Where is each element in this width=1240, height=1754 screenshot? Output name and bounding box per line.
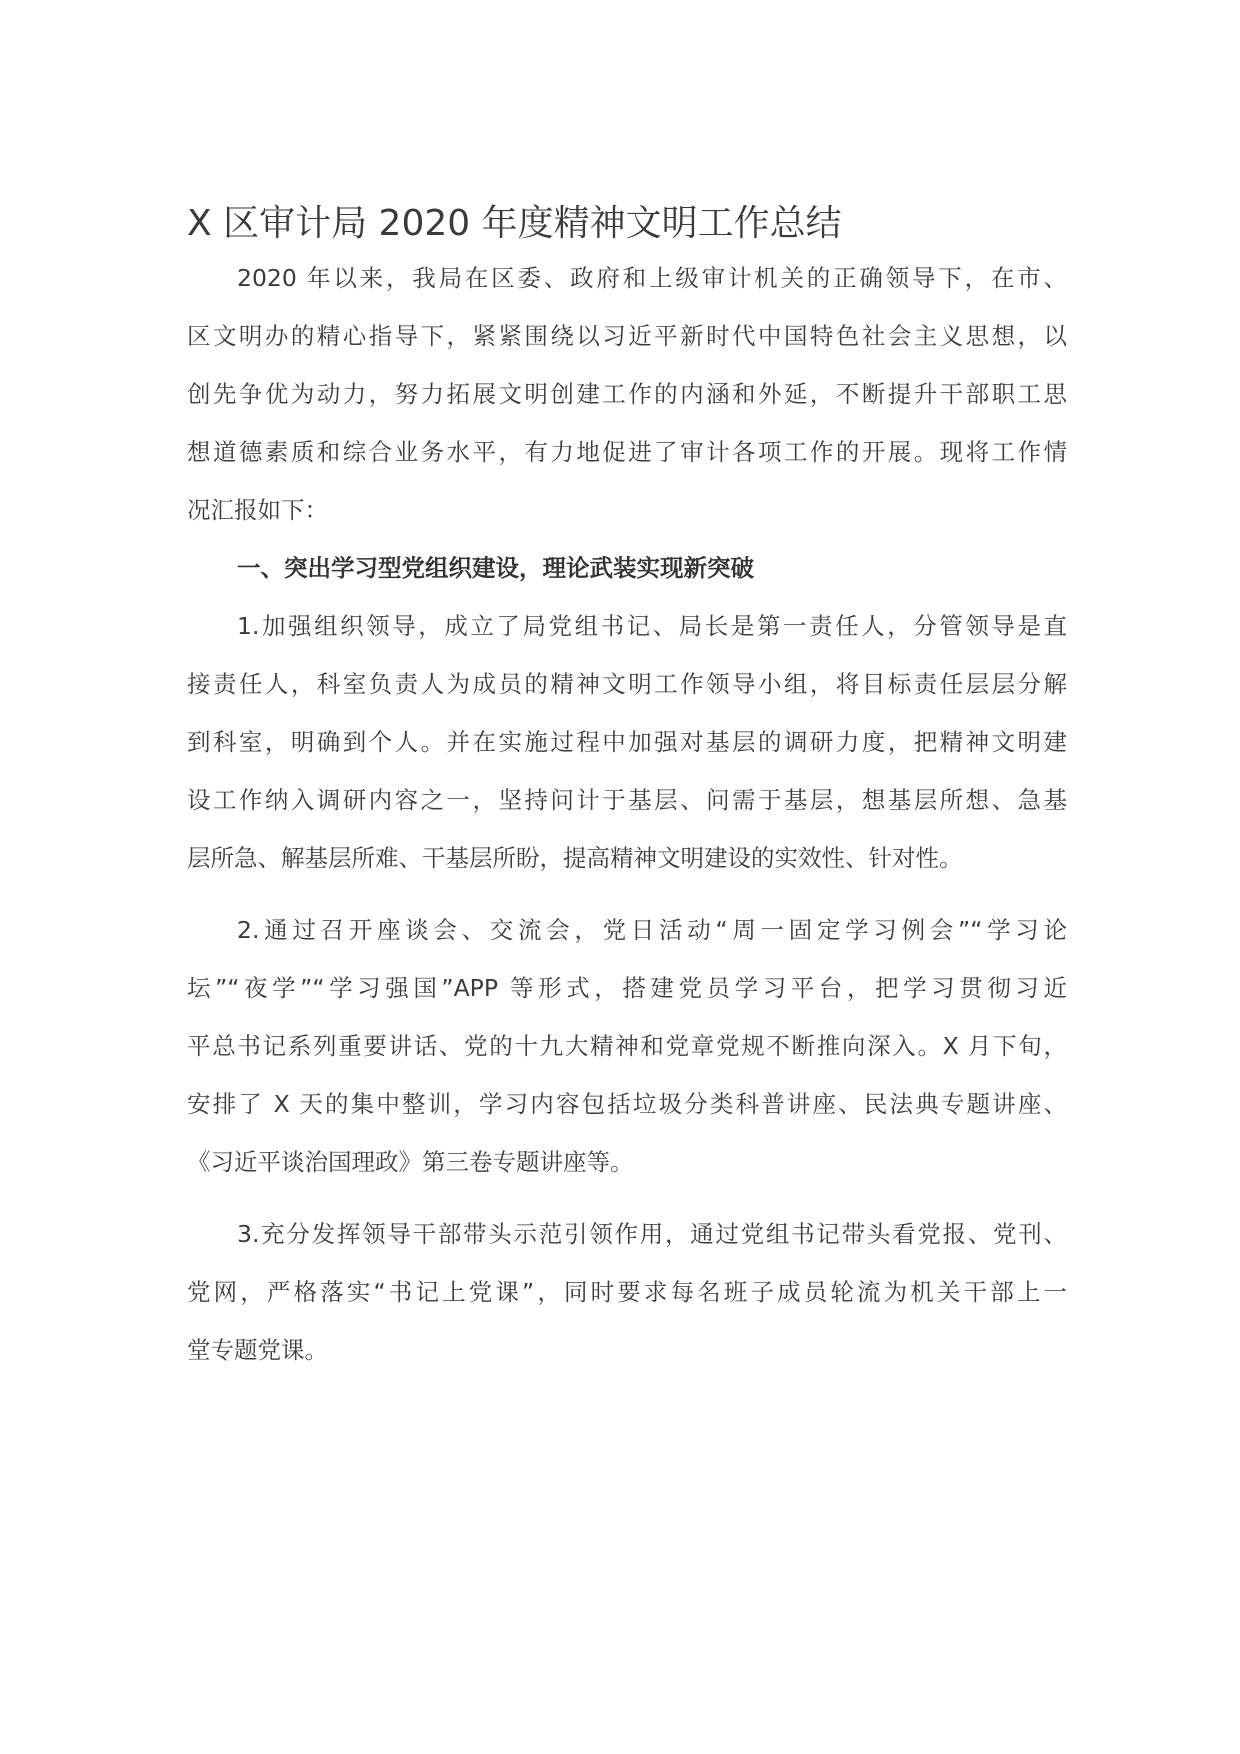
item-1-line-5: 层所急、解基层所难、干基层所盼，提高精神文明建设的实效性、针对性。: [187, 844, 963, 872]
item-2-line-2: 坛”“夜学”“学习强国”APP 等形式，搭建党员学习平台，把学习贯彻习近: [187, 974, 1067, 1002]
item-1-line-4: 设工作纳入调研内容之一，坚持问计于基层、问需于基层，想基层所想、急基: [187, 786, 1067, 814]
document-title: X 区审计局 2020 年度精神文明工作总结: [187, 203, 842, 244]
item-3-line-1: 3.充分发挥领导干部带头示范引领作用，通过党组书记带头看党报、党刊、: [237, 1220, 1067, 1248]
item-2-line-4: 安排了 X 天的集中整训，学习内容包括垃圾分类科普讲座、民法典专题讲座、: [187, 1090, 1067, 1118]
intro-line-2: 区文明办的精心指导下，紧紧围绕以习近平新时代中国特色社会主义思想，以: [187, 322, 1067, 350]
item-3-line-2: 党网，严格落实“书记上党课”，同时要求每名班子成员轮流为机关干部上一: [187, 1278, 1067, 1306]
item-3-line-3: 堂专题党课。: [187, 1336, 328, 1364]
item-1-line-2: 接责任人，科室负责人为成员的精神文明工作领导小组，将目标责任层层分解: [187, 670, 1067, 698]
intro-line-3: 创先争优为动力，努力拓展文明创建工作的内涵和外延，不断提升干部职工思: [187, 380, 1067, 408]
section-1-heading: 一、突出学习型党组织建设，理论武装实现新突破: [237, 554, 754, 582]
intro-line-1: 2020 年以来，我局在区委、政府和上级审计机关的正确领导下，在市、: [237, 264, 1067, 292]
item-2-line-5: 《习近平谈治国理政》第三卷专题讲座等。: [187, 1148, 634, 1176]
item-2-line-3: 平总书记系列重要讲话、党的十九大精神和党章党规不断推向深入。X 月下旬，: [187, 1032, 1067, 1060]
intro-line-5: 况汇报如下：: [187, 496, 328, 524]
item-1-line-3: 到科室，明确到个人。并在实施过程中加强对基层的调研力度，把精神文明建: [187, 728, 1067, 756]
intro-line-4: 想道德素质和综合业务水平，有力地促进了审计各项工作的开展。现将工作情: [187, 438, 1067, 466]
item-2-line-1: 2.通过召开座谈会、交流会，党日活动“周一固定学习例会”“学习论: [237, 916, 1067, 944]
item-1-line-1: 1.加强组织领导，成立了局党组书记、局长是第一责任人，分管领导是直: [237, 612, 1067, 640]
